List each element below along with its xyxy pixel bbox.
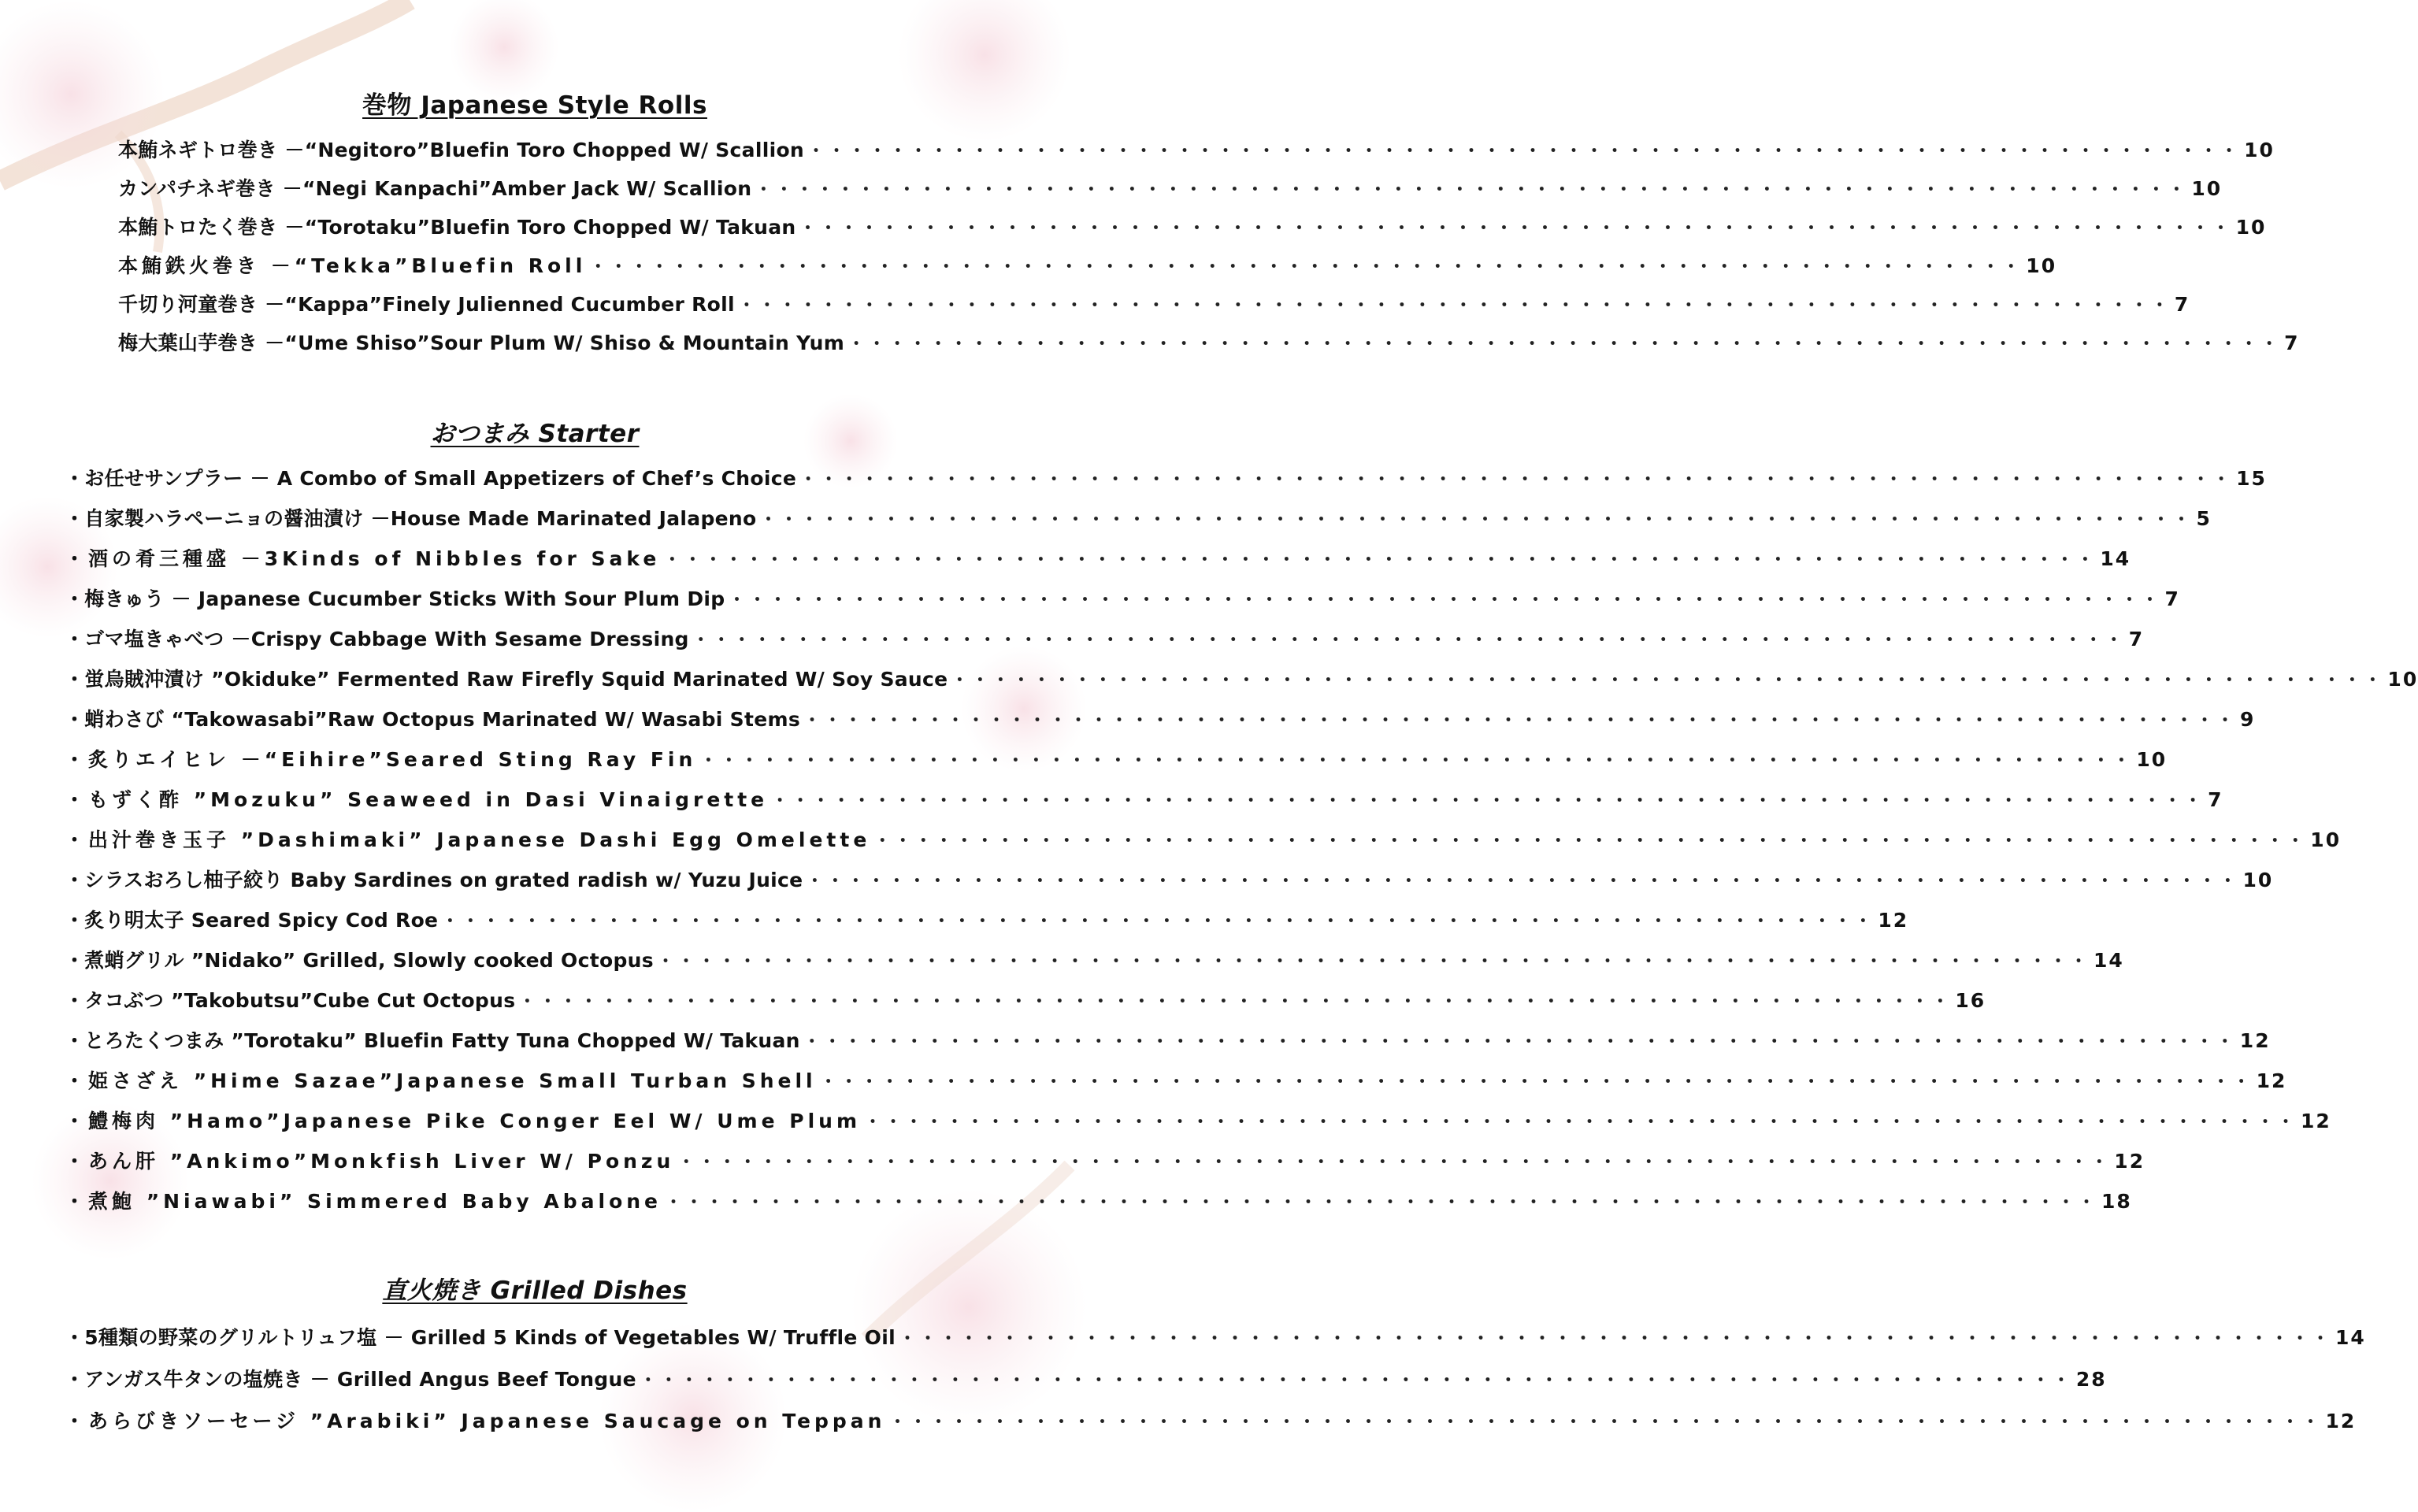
menu-item-name: ・あん肝 ”Ankimo”Monkfish Liver W/ Ponzu bbox=[65, 1150, 675, 1173]
dot-leader bbox=[888, 1409, 2322, 1433]
grilled-section-title: 直火焼き Grilled Dishes bbox=[382, 1277, 688, 1305]
menu-item-price: 7 bbox=[2164, 587, 2180, 610]
menu-item bbox=[65, 985, 1986, 1014]
menu-item-price: 18 bbox=[2101, 1190, 2132, 1213]
menu-item-name: ・出汁巻き玉子 ”Dashimaki” Japanese Dashi Egg Omelette bbox=[65, 828, 871, 851]
menu-item bbox=[65, 865, 2274, 893]
menu-item-name: 本鮪ネギトロ巻き －“Negitoro”Bluefin Toro Chopped W/ Scallion bbox=[118, 139, 805, 161]
dot-leader bbox=[665, 1189, 2098, 1214]
menu-item-price: 15 bbox=[2236, 467, 2267, 490]
menu-item-name: ・あらびきソーセージ ”Arabiki” Japanese Saucage on Teppan bbox=[65, 1410, 886, 1432]
dot-leader bbox=[755, 176, 2188, 201]
menu-item-price: 10 bbox=[2026, 254, 2057, 277]
menu-item-name: ・梅きゅう － Japanese Cucumber Sticks With Sour Plum Dip bbox=[65, 587, 725, 610]
menu-item-price: 10 bbox=[2235, 216, 2267, 239]
menu-item bbox=[118, 173, 2223, 202]
menu-item-price: 7 bbox=[2208, 788, 2223, 811]
menu-item-name: 梅大葉山芋巻き －“Ume Shiso”Sour Plum W/ Shiso & Mountain Yum bbox=[118, 332, 845, 354]
menu-item bbox=[65, 1186, 2132, 1214]
dot-leader bbox=[699, 747, 2133, 772]
menu-item-price: 7 bbox=[2284, 332, 2300, 354]
menu-item-price: 14 bbox=[2335, 1326, 2366, 1349]
menu-item bbox=[65, 584, 2180, 612]
dot-leader bbox=[771, 788, 2205, 812]
menu-item-price: 12 bbox=[2239, 1029, 2271, 1052]
menu-item-price: 14 bbox=[2093, 949, 2124, 972]
menu-item bbox=[65, 744, 2168, 773]
starter-section-title: おつまみ Starter bbox=[430, 420, 640, 448]
menu-item-price: 12 bbox=[2114, 1150, 2145, 1173]
dot-leader bbox=[663, 547, 2097, 571]
menu-item bbox=[65, 945, 2124, 973]
menu-item-price: 10 bbox=[2191, 177, 2223, 200]
menu-item-name: ・ゴマ塩きゃべつ －Crispy Cabbage With Sesame Dressing bbox=[65, 628, 689, 650]
menu-item-price: 12 bbox=[2325, 1410, 2357, 1432]
dot-leader bbox=[951, 667, 2384, 691]
menu-item-name: ・蛸わさび “Takowasabi”Raw Octopus Marinated W/ Wasabi Stems bbox=[65, 708, 801, 731]
menu-item-name: ・炙りエイヒレ －“Eihire”Seared Sting Ray Fin bbox=[65, 748, 697, 771]
menu-item bbox=[65, 1106, 2331, 1134]
dot-leader bbox=[799, 215, 2233, 239]
dot-leader bbox=[692, 627, 2126, 651]
menu-item-name: ・煮蛸グリル ”Nidako” Grilled, Slowly cooked Octopus bbox=[65, 949, 654, 972]
menu-item-price: 16 bbox=[1955, 989, 1986, 1012]
menu-item-name: 本鮪トロたく巻き －“Torotaku”Bluefin Toro Chopped W/ Takuan bbox=[118, 216, 796, 239]
menu-item-price: 14 bbox=[2100, 547, 2131, 570]
menu-item-name: ・もずく酢 ”Mozuku” Seaweed in Dasi Vinaigrette bbox=[65, 788, 769, 811]
dot-leader bbox=[738, 292, 2171, 317]
menu-item-name: ・お任せサンプラー － A Combo of Small Appetizers of Chef’s Choice bbox=[65, 467, 797, 490]
menu-item bbox=[65, 825, 2342, 853]
menu-item-name: ・酒の肴三種盛 －3Kinds of Nibbles for Sake bbox=[65, 547, 661, 570]
menu-item-name: カンパチネギ巻き －“Negi Kanpachi”Amber Jack W/ Scallion bbox=[118, 177, 752, 200]
menu-item-name: ・自家製ハラペーニョの醤油漬け －House Made Marinated Jalapeno bbox=[65, 507, 757, 530]
rolls-section-title: 巻物 Japanese Style Rolls bbox=[362, 91, 707, 120]
menu-item bbox=[65, 543, 2131, 572]
menu-item-name: ・タコぶつ ”Takobutsu”Cube Cut Octopus bbox=[65, 989, 516, 1012]
menu-item bbox=[65, 1025, 2271, 1054]
menu-item-price: 5 bbox=[2196, 507, 2212, 530]
menu-item bbox=[65, 624, 2145, 652]
menu-item bbox=[65, 905, 1909, 933]
menu-item bbox=[65, 1364, 2107, 1392]
menu-item-name: 千切り河童巻き －“Kappa”Finely Julienned Cucumber Roll bbox=[118, 293, 735, 316]
dot-leader bbox=[760, 506, 2194, 531]
dot-leader bbox=[657, 948, 2090, 973]
menu-item bbox=[118, 250, 2057, 279]
menu-item bbox=[118, 135, 2275, 163]
menu-item bbox=[65, 1065, 2287, 1094]
menu-item-name: ・5種類の野菜のグリルトリュフ塩 － Grilled 5 Kinds of Vegetables W/ Truffle Oil bbox=[65, 1326, 896, 1349]
menu-item bbox=[65, 664, 2418, 692]
dot-leader bbox=[806, 868, 2239, 892]
dot-leader bbox=[864, 1109, 2297, 1133]
dot-leader bbox=[873, 828, 2307, 852]
menu-item bbox=[118, 212, 2267, 240]
dot-leader bbox=[589, 254, 2023, 278]
menu-item-price: 10 bbox=[2242, 869, 2274, 891]
dot-leader bbox=[820, 1069, 2253, 1093]
dot-leader bbox=[799, 466, 2233, 491]
menu-item-price: 12 bbox=[2256, 1069, 2287, 1092]
menu-item-price: 9 bbox=[2240, 708, 2256, 731]
dot-leader bbox=[441, 908, 1875, 932]
dot-leader bbox=[640, 1367, 2073, 1392]
dot-leader bbox=[803, 707, 2237, 732]
menu-item-price: 10 bbox=[2387, 668, 2418, 691]
dot-leader bbox=[518, 988, 1952, 1013]
menu-item-name: ・アンガス牛タンの塩焼き － Grilled Angus Beef Tongue bbox=[65, 1368, 636, 1391]
menu-item-price: 12 bbox=[2301, 1110, 2331, 1132]
menu-item-price: 10 bbox=[2310, 828, 2342, 851]
menu-item-name: ・炙り明太子 Seared Spicy Cod Roe bbox=[65, 909, 439, 932]
dot-leader bbox=[847, 331, 2281, 355]
dot-leader bbox=[677, 1149, 2111, 1173]
menu-item bbox=[65, 784, 2223, 813]
menu-item-name: ・シラスおろし柚子絞り Baby Sardines on grated radish w/ Yuzu Juice bbox=[65, 869, 803, 891]
menu-item-name: ・蛍烏賊沖漬け ”Okiduke” Fermented Raw Firefly Squid Marinated W/ Soy Sauce bbox=[65, 668, 948, 691]
menu-item bbox=[65, 704, 2256, 732]
dot-leader bbox=[899, 1325, 2332, 1350]
menu-item-price: 12 bbox=[1878, 909, 1909, 932]
menu-item-price: 10 bbox=[2244, 139, 2275, 161]
menu-item-name: ・鱧梅肉 ”Hamo”Japanese Pike Conger Eel W/ Ume Plum bbox=[65, 1110, 861, 1132]
menu-item-price: 28 bbox=[2075, 1368, 2107, 1391]
menu-item bbox=[65, 463, 2267, 491]
menu-item-name: ・姫さざえ ”Hime Sazae”Japanese Small Turban Shell bbox=[65, 1069, 817, 1092]
menu-item bbox=[65, 1146, 2145, 1174]
menu-item-price: 7 bbox=[2174, 293, 2190, 316]
menu-item bbox=[118, 328, 2300, 356]
dot-leader bbox=[803, 1028, 2237, 1053]
menu-item bbox=[65, 1406, 2357, 1434]
menu-item bbox=[65, 1322, 2366, 1351]
dot-leader bbox=[728, 587, 2161, 611]
menu-item-price: 10 bbox=[2136, 748, 2168, 771]
menu-item-name: 本鮪鉄火巻き －“Tekka”Bluefin Roll bbox=[118, 254, 587, 277]
menu-item bbox=[65, 503, 2212, 532]
menu-item-price: 7 bbox=[2128, 628, 2145, 650]
dot-leader bbox=[807, 138, 2241, 162]
menu-item-name: ・とろたくつまみ ”Torotaku” Bluefin Fatty Tuna Chopped W/ Takuan bbox=[65, 1029, 800, 1052]
menu-item bbox=[118, 289, 2190, 317]
menu-item-name: ・煮鮑 ”Niawabi” Simmered Baby Abalone bbox=[65, 1190, 662, 1213]
